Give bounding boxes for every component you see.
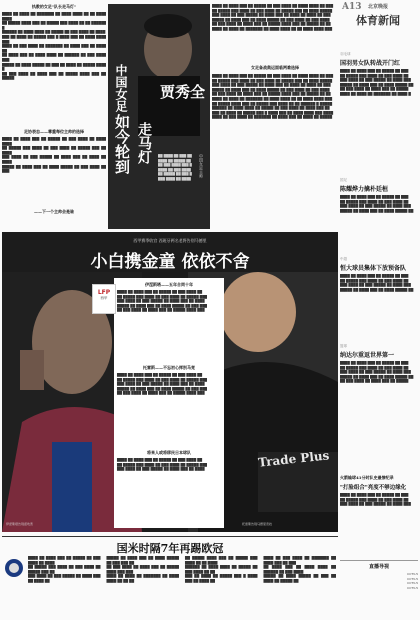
- tv-item: CCTV-5: [407, 572, 418, 576]
- bottom-rule: [2, 536, 338, 537]
- left-body-2: ████ ██ ████ ███ ██ █████ ██ ███ ████ ██ ████ ████ ██ █████ ███ ████ ██ ███ ████ ██ █████ ███ ██ ████ ███ ████ ██ ███ █████ ██ ████ ███ ██ ████ ██ ████ █████ ██ ████ ███ ██ ████ █████ ██ ███ ████ ██ ███: [2, 137, 106, 174]
- top-headline: [160, 84, 208, 101]
- feature-body-1: ████ ██ ████ ███ ██ █████ ██ ███ ████ ██ ██ █████ ███ ████ ██ ███ ████ ██ █████ ███ ███ ████ ██ ███ █████ ██ ████ ███ ██ ████ █████ ██ ████ ███ ██ ████ █████ ██ ███ ███ ██ ███ ████ ██ ████ ███ ██ █████ ████ ███: [117, 290, 208, 313]
- tv-item: CCTV-5: [407, 585, 418, 590]
- left-heading-3: ——下一个主帅会是谁: [34, 209, 74, 214]
- lfp-logo-sub: 西甲: [100, 296, 108, 300]
- headline-2: 陈耀烨力擒朴廷桓: [340, 186, 389, 193]
- feature-kicker: 西甲赛季收官 西班牙两名老将告别马德里: [133, 238, 207, 243]
- tv-item: CCTV-5: [407, 581, 418, 585]
- kicker-3: 中超: [340, 257, 347, 261]
- left-column: [2, 4, 106, 229]
- right-body-5: ████ ██ ████ ███ ██ █████ ██ ███ ██ █████ ███ ████ ██ ███ ████ ██ ███ ████ ██ ███ █████ ██ ████ ███: [340, 493, 411, 507]
- right-body-2: ████ ██ ████ ███ ██ █████ ██ ███ ██ █████ ███ ████ ██ ███ ████ ██ ███ ████ ██ ███ █████ ██ ████ ███ █████ ██ ████ ███ ██ ████ █████ ██: [340, 195, 414, 213]
- top-headline-line-2: 如今轮到: [113, 114, 131, 174]
- lfp-logo: [92, 284, 116, 314]
- lfp-logo-text: LFP: [97, 289, 111, 296]
- headline-3: 恒大球员集体下放预备队: [340, 265, 407, 272]
- shirt-text: Trade Plus: [257, 448, 330, 470]
- right-body-4: ████ ██ ████ ███ ██ █████ ██ ███ ██ █████ ███ ████ ██ ███ ████ ██ ███ ████ ██ ███ █████ ██ ████ ███ █████ ██ ████ ███ ██ ████ █████ ██ ██ ███ ████ ██ ████ ███ ██ █████: [340, 361, 414, 384]
- feature-header: [2, 232, 338, 272]
- feature-subheading-3: 将来人或将移民日本球队: [147, 450, 191, 455]
- feature-headline: 小白携金童 依依不舍: [90, 252, 250, 272]
- side-caption-text: 中国女足主帅: [199, 154, 204, 178]
- headline-5: 火箭输球41分时队史最惨纪录: [340, 475, 394, 480]
- headline-4: 纳达尔重返世界第一: [340, 352, 395, 359]
- top-story-photo: [108, 4, 210, 229]
- bottom-headline: 国米时隔7年再踢欧冠: [116, 542, 224, 555]
- section-title: 体育新闻: [356, 14, 400, 27]
- feature-subheading-1: 伊涅斯塔——五年合同十年: [145, 282, 193, 287]
- feature-subheading-2: 托雷斯——不忘初心挥别马竞: [143, 365, 195, 370]
- page-number: A13: [342, 2, 362, 12]
- center-column: [212, 4, 338, 229]
- feature-block: [2, 232, 338, 532]
- left-heading-1: 执教的女足"队长走马灯": [31, 4, 77, 9]
- headline-6: "打脸组合"亮度不够边缘化: [340, 485, 407, 491]
- right-body-3: ████ ██ ████ ███ ██ █████ ██ ███ ██ █████ ███ ████ ██ ███ ████ ██ ███ ████ ██ ███ █████ ██ ████ ███ █████ ██ ████ ███ ██ ████ █████ ██: [340, 274, 414, 292]
- center-body-1: ████ ██ ████ ███ ██ █████ ██ ███ ████ ██ ████ ████ ██ ███ ██ █████ ███ ████ ██ ███ ████ ██ █████ ███ ██ ████ █████ ███ ████ ██ ███ █████ ██ ████ ███ ██ ████ ██ ████ ██ ███ █████ ██ ████ ███ ██ ████ █████ ██ ███ ████ ██ ███ ████ ██ ███ ████ ██ ████ ███ ██ █████ ████ ███ ██ █████ ██ ██ ████ ██ ████ ██ ███████ ██ ████ ████ ██ ██ ████ ████ ███: [212, 4, 334, 31]
- top-side-caption: [192, 154, 211, 178]
- left-heading-2: 足协表态——尊重每位主帅的选择: [24, 129, 84, 134]
- tv-guide: [340, 560, 418, 590]
- tv-item: CCTV-5: [407, 576, 418, 581]
- top-headline-line-1: 贾秀全: [160, 83, 206, 101]
- center-heading: 女足备战奥运面临两难选择: [251, 65, 299, 70]
- tv-guide-list: [340, 572, 418, 590]
- top-subhead-vertical: [112, 64, 131, 112]
- top-headline-vertical: [112, 114, 133, 174]
- center-body-2: ████ ██ ████ ███ ██ █████ ██ ███ ████ ██ ████ ████ ██ ███ ██ █████ ███ ████ ██ ███ ████ ██ █████ ███ ██ ████ █████ ███ ████ ██ ███ █████ ██ ████ ███ ██ ████ ██ ████ ██ ███ █████ ██ ████ ███ ██ ████ █████ ██ ███ ████ ██ ███ ████ ██ ███ ████ ██ ████ ███ ██ █████ ████ ███ ██ █████ ██ ██ ████ ██ ████ ██ ███████ ██ ████ ████ ██ ██ ████ ████ ███ ██ █████ ████ ███ ██ █████ ███ ████ ██ ██ ██████ █ █████ ██████ ██ ████ ████ ██ █████ ██ ███ ████ ██ ████ ███ ██ ███ ██ ████ ██ █████ ███ █ ████ ███ ██ ████ ████ ███ ████ ████ ██ ███ ████ ██ ███████ ██ ████ ███ ██ ████ ██ █████: [212, 74, 334, 120]
- headline-1: 国羽男女队转战开门红: [340, 60, 401, 67]
- bottom-story: [2, 536, 338, 618]
- masthead: [340, 2, 418, 30]
- feature-body-2: ████ ██ ████ ███ ██ █████ ██ ███ ████ ██ ██ █████ ███ ████ ██ ███ ████ ██ █████ ███ ███ ████ ██ ███ █████ ██ ████ ███ ██ ████ █████ ██ ████ ███ ██ ████ █████ ██ ███ ███ ██ ███ ████ ██ ████ ███ ██ █████ ████ ███: [117, 373, 208, 396]
- top-headline-vertical-2: [134, 122, 154, 164]
- bottom-body: ████ ██ ████ ███ ██ █████ ██ ███ ████ ██ ████ ██ █████ ███ ████ ██ ███ ████ ██ █████ ███ ██ ███ ████ ██ ███ █████ ██ ████ ███ ██ ████ ██ █████ ██ ████ ███ ██ ████ █████ ██ ███ ███ ██ ██ ███ ████ ██ ████ ███ ██ █████ ████ ███ ███ ████ ██ ████ ██ ███████ ██ ████ ████ ██ ██ ██ ██ █████ ████ ███ ██ █████ ███ ████ ██ ██ ████ ██████ ██ ████ ████ ██ █████ ██ ███ ████ ██ ██ ███ ██ ████ ██ █████ ███ █ ████ ███ ██ ████ ██ ████ ██ ███ ████ ██ ███████ ██ ████ ███ ██ ███ ██ ████ ███ ██ ████ ████ ██ ██████ ██ ███ ████ █████ ██ ████ █████ ██ ███ ██ ████ ██ █████ ██: [28, 556, 336, 583]
- feature-body-3: ████ ██ ████ ███ ██ █████ ██ ███ ████ ██ ██ █████ ███ ████ ██ ███ ████ ██ █████ ███ ███ ████ ██ ███ █████ ██ ████ ███ ██ ████: [117, 458, 208, 472]
- left-body-1: ████ ██ ████ ██ ███████ ██ ████ ████ ██ ██ ████ ████ ██ █████ ████ ███ ██ █████ ███ ████ ██ ██ ██████ █ ██████ ██ ████ ████ ██ █████ ██ ███ ████ ██ ████ ███ ██ ████ ██ █████ ███ █ ████ ███ ██ ████ ████ ███ ████ ██ ███ ████ ██ ███████ ██ ████ ███ ██ ████ ██ ██ ████ ███ ██ ████ ████ ██ ██████ ██ ███ ████ ███ █████ ██ ████ █████ ██ ███ ██ ████ ██ █████ ████ █ ██ ███ ████ ██ ████ ███ ██ █████ ████ ███ ██ █████: [2, 12, 106, 81]
- top-subhead-line-1: 中国女足: [114, 64, 128, 112]
- right-column: [340, 32, 418, 618]
- tv-guide-title: 直播导视: [368, 564, 389, 570]
- kicker-2: 国足: [340, 178, 347, 182]
- masthead-subtitle: 北京晚报: [368, 4, 389, 10]
- club-crest-icon: [4, 558, 24, 578]
- top-headline-line-3: 走马灯: [136, 122, 152, 164]
- caption-right: 托雷斯告别马德里竞技: [242, 522, 273, 526]
- kicker-1: 羽毛球: [340, 52, 351, 56]
- top-photo-caption-text: ██ ████ ██ ███ ██ ████ ██ █████ ██ ██ ███ ████ ███ █ ████ ██ ███ ████ ██ █████ ██ ███ █ ███ ████ ██ ████: [158, 154, 192, 181]
- caption-left: 伊涅斯塔告别诺坎普: [6, 522, 34, 526]
- right-body-1: ████ ██ ████ ███ ██ █████ ██ ███ ██ █████ ███ ████ ██ ███ ████ ██ ███ ████ ██ ███ █████ ██ ████ ███ █████ ██ ████ ███ ██ ████ █████ ██ ██ ███ ████ ██ ████ ███ ██ █████ ████ ██ ████ ██ ███████ ██ ████ █: [340, 69, 414, 96]
- kicker-4: 篮球: [340, 344, 347, 348]
- feature-article: [97, 278, 224, 528]
